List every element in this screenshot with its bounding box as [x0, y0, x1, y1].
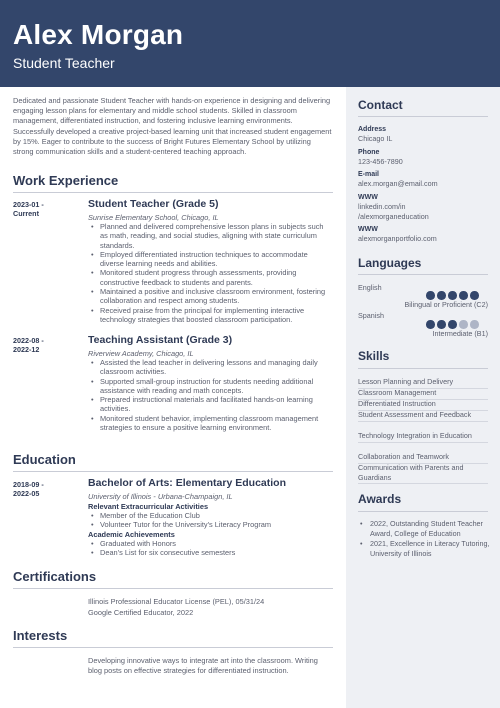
- rating-dot: [459, 320, 468, 329]
- summary-text: Dedicated and passionate Student Teacher with hands-on experience in designing and delivering engaging lesson plans for elementary and middle school students. Skilled in classroom management, differentiated instruction, and fostering inclusive learning environments. Successfully developed a creative project-based learning unit that increased student engagement by 15%. Eager to contribute to the success of Bright Futures Elementary School by utilizing strong communication skills and a student-centered teaching approach.: [13, 96, 332, 157]
- languages-heading: Languages: [358, 256, 422, 270]
- section-divider: [13, 647, 333, 648]
- candidate-name: Alex Morgan: [13, 19, 184, 50]
- degree-title: Bachelor of Arts: Elementary Education: [88, 477, 286, 489]
- rating-dot: [437, 320, 446, 329]
- email-label: E-mail: [358, 171, 380, 178]
- job-title: Student Teacher (Grade 5): [88, 198, 219, 210]
- job-organization: Sunrise Elementary School, Chicago, IL: [88, 213, 219, 222]
- job-date-start: 2022-08 -: [13, 336, 44, 345]
- candidate-role: Student Teacher: [13, 55, 115, 71]
- section-divider: [358, 511, 488, 512]
- education-heading: Education: [13, 452, 76, 467]
- rating-dot: [426, 291, 435, 300]
- job-date-end: 2022-12: [13, 345, 40, 354]
- linkedin-line1[interactable]: linkedin.com/in: [358, 202, 406, 211]
- section-divider: [358, 274, 488, 275]
- skill-item: Student Assessment and Feedback: [358, 410, 488, 422]
- resume-header: [0, 0, 500, 87]
- language-level: Intermediate (B1): [432, 329, 488, 338]
- interests-text: Developing innovative ways to integrate art into the classroom. Writing blog posts on effective strategies for differentiated instruction.: [88, 656, 318, 675]
- language-level: Bilingual or Proficient (C2): [404, 300, 488, 309]
- certification-item: Google Certified Educator, 2022: [88, 608, 194, 617]
- list-item: • Prepared instructional materials and facilitated hands-on learning activities.: [88, 395, 333, 414]
- main-column: [13, 96, 333, 157]
- list-item: • Monitored student behavior, implementing classroom management strategies to ensure a positive learning environment.: [88, 414, 333, 433]
- skill-item: Differentiated Instruction: [358, 399, 488, 411]
- list-item: • Assisted the lead teacher in delivering lessons and managing daily classroom activities.: [88, 358, 333, 377]
- achievements-heading: Academic Achievements: [88, 530, 175, 539]
- skill-item: Classroom Management: [358, 388, 488, 400]
- list-item: • Received praise from the principal for implementing interactive technology strategies that boosted classroom participation.: [88, 306, 333, 325]
- certification-item: Illinois Professional Educator License (PEL), 05/31/24: [88, 597, 265, 606]
- list-item: • Employed differentiated instruction techniques to accommodate diverse learning needs and abilities.: [88, 250, 333, 269]
- website-label: WWW: [358, 194, 378, 201]
- list-item: • Monitored student progress through assessments, providing constructive feedback to students and parents.: [88, 268, 333, 287]
- certifications-heading: Certifications: [13, 569, 97, 584]
- skill-item: Collaboration and Teamwork: [358, 452, 488, 464]
- website-label: WWW: [358, 226, 378, 233]
- award-item: • 2021, Excellence in Literacy Tutoring, University of Illinois: [358, 539, 490, 558]
- language-name: Spanish: [358, 311, 384, 320]
- skill-item: Lesson Planning and Delivery: [358, 377, 488, 389]
- rating-dot: [437, 291, 446, 300]
- language-rating: [426, 320, 479, 329]
- edu-date-end: 2022-05: [13, 489, 40, 498]
- job-organization: Riverview Academy, Chicago, IL: [88, 349, 194, 358]
- skill-item: Communication with Parents and Guardians: [358, 463, 488, 484]
- rating-dot: [448, 320, 457, 329]
- rating-dot: [426, 320, 435, 329]
- rating-dot: [448, 291, 457, 300]
- school-name: University of Illinois - Urbana-Champaign, IL: [88, 492, 233, 501]
- skill-item: Technology Integration in Education: [358, 431, 488, 443]
- list-item: • Volunteer Tutor for the University's Literacy Program: [88, 520, 333, 529]
- award-item: • 2022, Outstanding Student Teacher Award, College of Education: [358, 519, 490, 538]
- list-item: • Planned and delivered comprehensive lesson plans in subjects such as math, reading, and social studies, aligning with state curriculum standards.: [88, 222, 333, 250]
- activities-list: [88, 511, 333, 530]
- section-divider: [13, 471, 333, 472]
- awards-heading: Awards: [358, 492, 402, 506]
- job-date-start: 2023-01 -: [13, 200, 44, 209]
- list-item: • Graduated with Honors: [88, 539, 333, 548]
- address-value: Chicago IL: [358, 134, 393, 143]
- achievements-list: [88, 539, 333, 558]
- email-value[interactable]: alex.morgan@email.com: [358, 179, 438, 188]
- phone-value: 123-456-7890: [358, 157, 403, 166]
- job-bullets: [88, 222, 333, 324]
- section-divider: [13, 588, 333, 589]
- contact-heading: Contact: [358, 98, 403, 112]
- section-divider: [358, 368, 488, 369]
- list-item: • Maintained a positive and inclusive classroom environment, fostering collaboration and respect among students.: [88, 287, 333, 306]
- rating-dot: [470, 320, 479, 329]
- skills-heading: Skills: [358, 349, 390, 363]
- awards-list: [358, 519, 490, 559]
- rating-dot: [459, 291, 468, 300]
- interests-heading: Interests: [13, 628, 68, 643]
- list-item: • Member of the Education Club: [88, 511, 333, 520]
- language-name: English: [358, 283, 382, 292]
- rating-dot: [470, 291, 479, 300]
- section-divider: [13, 192, 333, 193]
- section-divider: [358, 116, 488, 117]
- phone-label: Phone: [358, 149, 380, 156]
- language-rating: [426, 291, 479, 300]
- work-experience-heading: Work Experience: [13, 173, 119, 188]
- linkedin-line2[interactable]: /alexmorganeducation: [358, 212, 429, 221]
- job-title: Teaching Assistant (Grade 3): [88, 334, 233, 346]
- activities-heading: Relevant Extracurricular Activities: [88, 502, 209, 511]
- list-item: • Supported small-group instruction for students needing additional assistance with reading and math concepts.: [88, 377, 333, 396]
- portfolio-link[interactable]: alexmorganportfolio.com: [358, 234, 437, 243]
- job-date-end: Current: [13, 209, 39, 218]
- list-item: • Dean's List for six consecutive semesters: [88, 548, 333, 557]
- edu-date-start: 2018-09 -: [13, 480, 44, 489]
- job-bullets: [88, 358, 333, 432]
- address-label: Address: [358, 126, 387, 133]
